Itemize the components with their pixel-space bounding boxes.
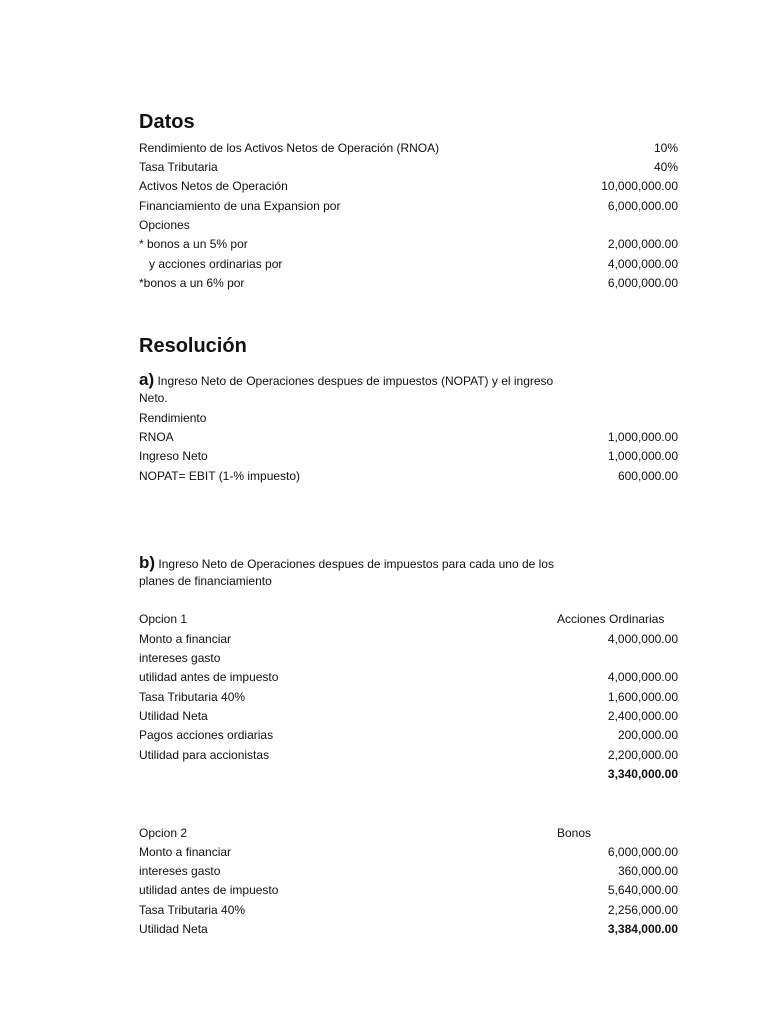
datos-row-bonos6 — [139, 274, 678, 293]
row-label: RNOA — [139, 430, 174, 444]
opcion1-row-utilidad-accionistas — [139, 746, 678, 765]
row-value: 4,000,000.00 — [607, 670, 678, 684]
opcion1-row-monto — [139, 630, 678, 649]
part-a-row-nopat — [139, 467, 678, 486]
opcion1-row-tasa — [139, 688, 678, 707]
row-value: 6,000,000.00 — [607, 845, 678, 859]
row-label: NOPAT= EBIT (1-% impuesto) — [139, 469, 301, 483]
opcion1-row-total — [139, 765, 678, 784]
row-label: Utilidad Neta — [139, 709, 208, 723]
opcion1-row-utilidad-neta — [139, 707, 678, 726]
part-a-description — [139, 371, 559, 407]
datos-row-opciones — [139, 216, 678, 235]
datos-row-rnoa — [139, 139, 678, 158]
row-value: 600,000.00 — [617, 469, 678, 483]
row-label: Rendimiento de los Activos Netos de Operación (RNOA) — [139, 141, 440, 155]
row-value: 4,000,000.00 — [607, 632, 678, 646]
opcion2-header-row — [139, 824, 678, 843]
row-value: 2,400,000.00 — [607, 709, 678, 723]
datos-heading: Datos — [139, 111, 195, 133]
row-label: intereses gasto — [139, 651, 221, 665]
row-label: intereses gasto — [139, 864, 221, 878]
opcion1-header-row — [139, 610, 678, 629]
row-value: 1,000,000.00 — [607, 430, 678, 444]
opcion2-row-tasa — [139, 901, 678, 920]
opcion2-row-utilidad-antes — [139, 881, 678, 900]
row-value: 6,000,000.00 — [607, 199, 678, 213]
row-label: Utilidad para accionistas — [139, 748, 270, 762]
row-label: Utilidad Neta — [139, 922, 208, 936]
row-label: * bonos a un 5% por — [139, 237, 248, 251]
datos-row-bonos5 — [139, 235, 678, 254]
row-label: Activos Netos de Operación — [139, 179, 288, 193]
part-b-description — [139, 554, 559, 590]
part-a-row-rendimiento — [139, 409, 678, 428]
datos-row-tasa — [139, 158, 678, 177]
row-label: utilidad antes de impuesto — [139, 670, 279, 684]
row-label: Monto a financiar — [139, 632, 232, 646]
opcion2-row-intereses — [139, 862, 678, 881]
opcion1-title: Opcion 1 — [139, 612, 188, 626]
row-value: 200,000.00 — [617, 728, 678, 742]
row-value: 40% — [653, 160, 678, 174]
opcion1-row-intereses — [139, 649, 678, 668]
datos-row-activos — [139, 177, 678, 196]
row-label: Opciones — [139, 218, 190, 232]
part-a-row-ingreso-neto — [139, 447, 678, 466]
row-value: 360,000.00 — [617, 864, 678, 878]
datos-row-financiamiento — [139, 197, 678, 216]
row-label: utilidad antes de impuesto — [139, 883, 279, 897]
row-value: 2,200,000.00 — [607, 748, 678, 762]
opcion2-row-monto — [139, 843, 678, 862]
part-a-letter: a) — [139, 370, 155, 389]
row-label: Monto a financiar — [139, 845, 232, 859]
row-value: 3,340,000.00 — [607, 767, 678, 781]
row-value: 2,000,000.00 — [607, 237, 678, 251]
row-value: 4,000,000.00 — [607, 257, 678, 271]
part-a-row-rnoa — [139, 428, 678, 447]
row-label: Financiamiento de una Expansion por — [139, 199, 341, 213]
row-value: 2,256,000.00 — [607, 903, 678, 917]
row-value: 5,640,000.00 — [607, 883, 678, 897]
row-value: 10,000,000.00 — [601, 179, 678, 193]
row-label: Ingreso Neto — [139, 449, 208, 463]
row-value: 1,000,000.00 — [607, 449, 678, 463]
row-value: 3,384,000.00 — [607, 922, 678, 936]
part-b-letter: b) — [139, 553, 156, 572]
opcion2-row-utilidad-neta — [139, 920, 678, 939]
datos-row-acciones — [139, 255, 678, 274]
opcion2-title: Opcion 2 — [139, 826, 188, 840]
opcion1-row-utilidad-antes — [139, 668, 678, 687]
row-value: 1,600,000.00 — [607, 690, 678, 704]
resolucion-heading: Resolución — [139, 335, 247, 357]
opcion2-column-header: Bonos — [557, 826, 592, 840]
opcion1-column-header: Acciones Ordinarias — [557, 612, 665, 626]
row-label: Rendimiento — [139, 411, 207, 425]
opcion1-row-pagos — [139, 726, 678, 745]
part-b-text: Ingreso Neto de Operaciones despues de impuestos para cada uno de los planes de financiamiento — [139, 557, 554, 588]
row-label: Pagos acciones ordiarias — [139, 728, 274, 742]
row-value: 10% — [653, 141, 678, 155]
row-label: y acciones ordinarias por — [139, 257, 283, 271]
part-a-text: Ingreso Neto de Operaciones despues de impuestos (NOPAT) y el ingreso Neto. — [139, 374, 554, 405]
row-label: Tasa Tributaria — [139, 160, 218, 174]
row-label: Tasa Tributaria 40% — [139, 903, 246, 917]
row-value: 6,000,000.00 — [607, 276, 678, 290]
row-label: *bonos a un 6% por — [139, 276, 245, 290]
row-label: Tasa Tributaria 40% — [139, 690, 246, 704]
